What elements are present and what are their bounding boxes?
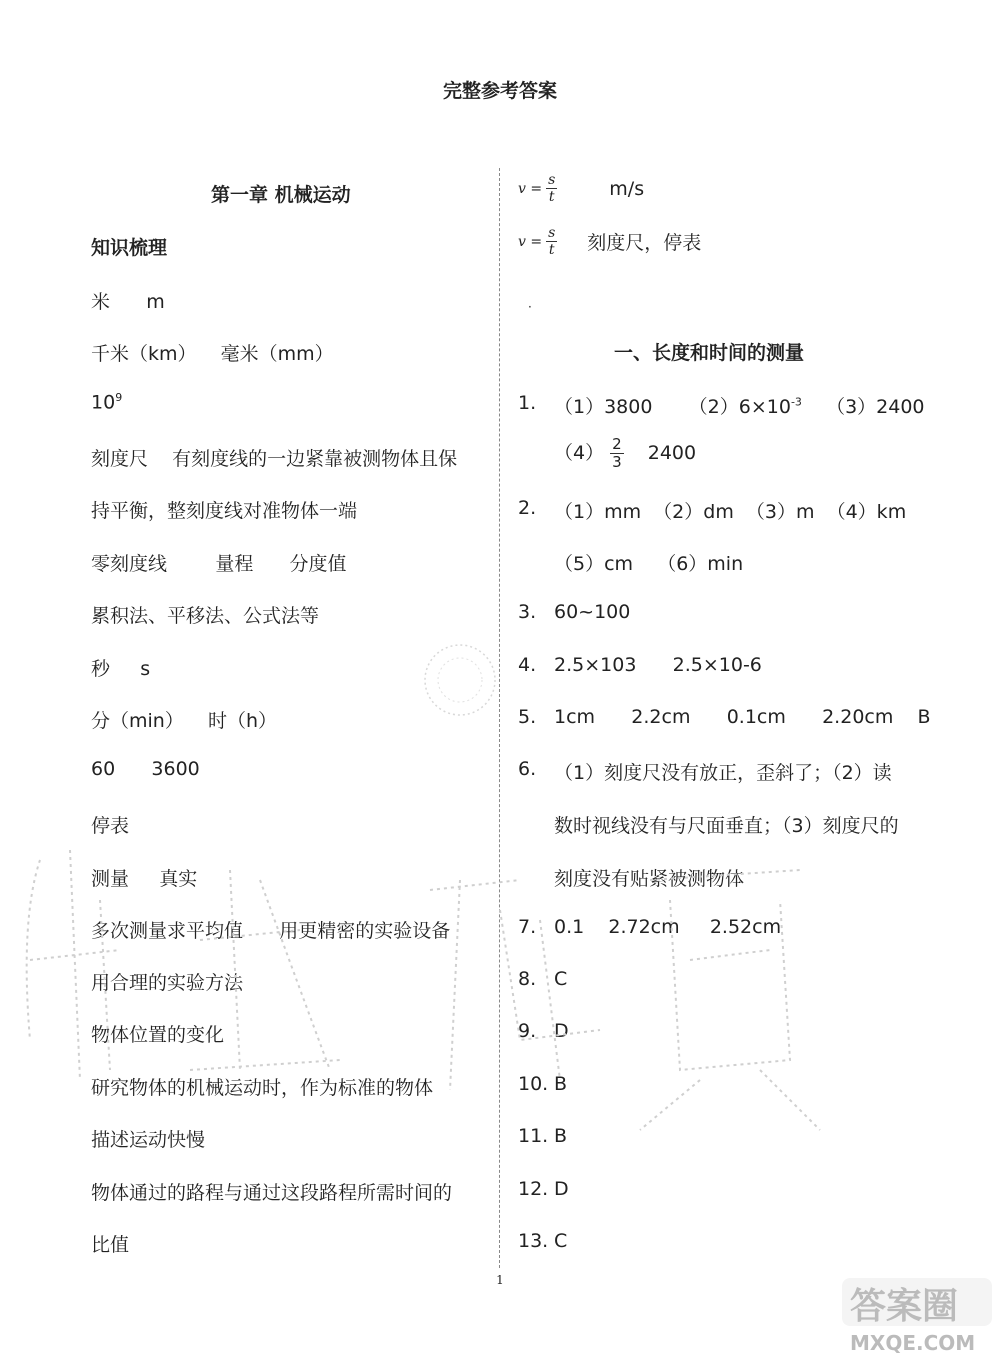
- section-heading: 一、长度和时间的测量: [614, 342, 805, 364]
- left-line: $10^9$: [91, 391, 123, 414]
- left-line: 测量 真实: [91, 868, 198, 890]
- left-line: 刻度尺 有刻度线的一边紧靠被测物体且保: [91, 448, 458, 470]
- answer-text: B: [554, 1073, 568, 1095]
- question-number: 4.: [518, 654, 537, 676]
- question-number: 2.: [518, 497, 537, 519]
- question-number: 13.: [518, 1230, 549, 1252]
- left-line: 秒 s: [91, 658, 151, 680]
- page-title: 完整参考答案: [442, 80, 557, 102]
- answer-text: （5）cm （6）min: [554, 553, 744, 575]
- left-line: 米 m: [91, 291, 165, 313]
- answer-text: C: [554, 968, 568, 990]
- question-number: 9.: [518, 1020, 537, 1042]
- answer-text: （1）3800 $(2)6\times 10^{-3}$ （3）2400: [554, 395, 925, 418]
- answer-text: 2.5×103 2.5×10-6: [554, 654, 762, 676]
- answer-text: 数时视线没有与尺面垂直；（3）刻度尺的: [554, 815, 899, 837]
- question-number: 6.: [518, 758, 537, 780]
- page-number: 1: [496, 1273, 504, 1287]
- answer-text: D: [554, 1020, 569, 1042]
- left-line: 累积法、平移法、公式法等: [91, 605, 320, 627]
- question-number: 12.: [518, 1178, 549, 1200]
- question-number: 1.: [518, 392, 537, 414]
- left-line: 千米（km） 毫米（mm）: [91, 343, 334, 365]
- question-number: 5.: [518, 706, 537, 728]
- answer-text: （1）刻度尺没有放正，歪斜了；（2）读: [554, 762, 892, 784]
- left-line: 停表: [91, 815, 130, 837]
- question-number: 10.: [518, 1073, 549, 1095]
- speed-formula: v = $\frac{s}{t}$ m/s: [518, 172, 645, 205]
- left-line: 用合理的实验方法: [91, 972, 244, 994]
- left-line: 研究物体的机械运动时，作为标准的物体: [91, 1077, 434, 1099]
- answer-text: （1）mm （2）dm （3）m （4）km: [554, 501, 907, 523]
- svg-text:MXQE.COM: MXQE.COM: [850, 1331, 976, 1355]
- left-line: 物体位置的变化: [91, 1024, 225, 1046]
- answer-text: C: [554, 1230, 568, 1252]
- question-number: 7.: [518, 916, 537, 938]
- answer-text: 0.1 2.72cm 2.52cm: [554, 916, 782, 938]
- answer-text: （4） $\frac{2}{3}$ 2400: [554, 435, 697, 471]
- left-line: 持平衡，整刻度线对准物体一端: [91, 500, 358, 522]
- answer-text: 1cm 2.2cm 0.1cm 2.20cm B: [554, 706, 931, 728]
- left-line: 60 3600: [91, 758, 200, 780]
- left-line: 物体通过的路程与通过这段路程所需时间的: [91, 1182, 453, 1204]
- question-number: 3.: [518, 601, 537, 623]
- left-line: 零刻度线 量程 分度值: [91, 553, 347, 575]
- question-number: 11.: [518, 1125, 549, 1147]
- answer-text: 刻度没有贴紧被测物体: [554, 868, 745, 890]
- left-line: 比值: [91, 1234, 130, 1256]
- left-line: 描述运动快慢: [91, 1129, 206, 1151]
- answer-text: 60~100: [554, 601, 631, 623]
- left-line: 多次测量求平均值 用更精密的实验设备: [91, 920, 451, 942]
- section-subheading: 知识梳理: [91, 237, 168, 259]
- left-line: 分（min） 时（h）: [91, 710, 278, 732]
- stamp-mark: [415, 635, 505, 725]
- speed-formula: v = $\frac{s}{t}$ 刻度尺，停表: [518, 225, 702, 258]
- answer-text: D: [554, 1178, 569, 1200]
- svg-text:答案圈: 答案圈: [850, 1286, 959, 1327]
- site-logo: [840, 1270, 1000, 1360]
- answer-text: B: [554, 1125, 568, 1147]
- question-number: 8.: [518, 968, 537, 990]
- stray-dot: ·: [528, 300, 532, 314]
- chapter-heading: 第一章 机械运动: [211, 184, 351, 206]
